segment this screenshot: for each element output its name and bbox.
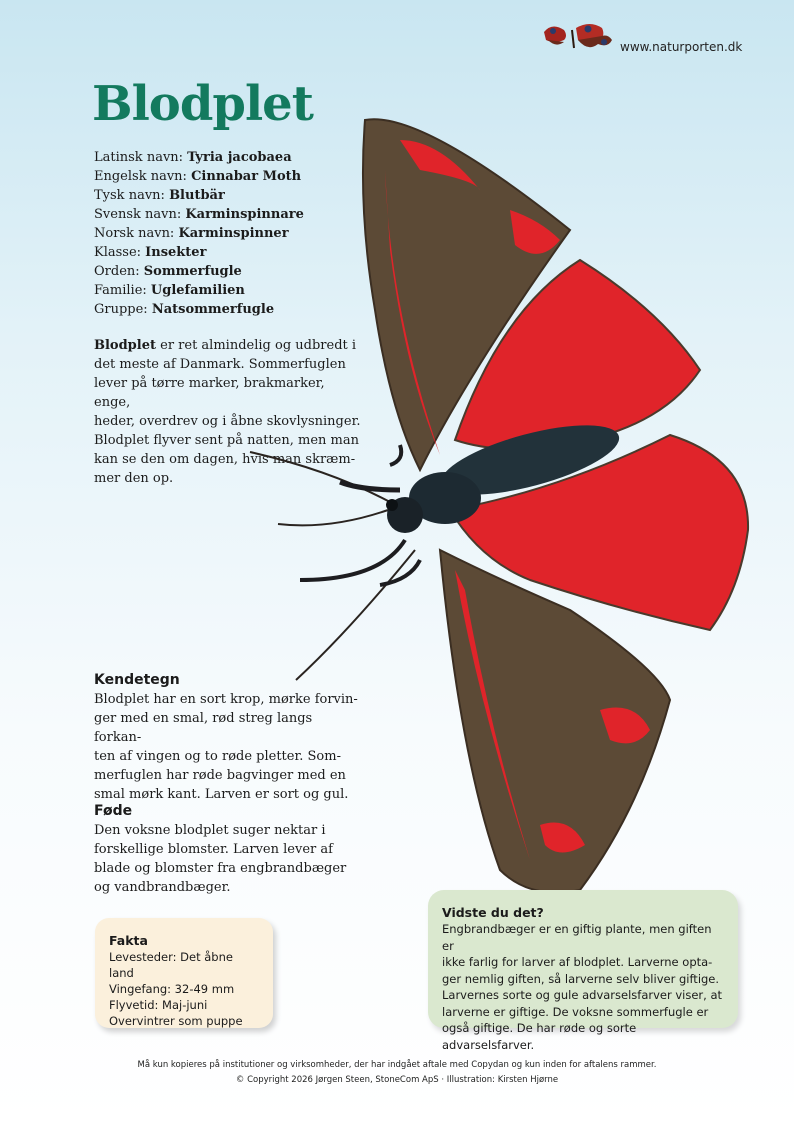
footer-copyright: © Copyright 2026 Jørgen Steen, StoneCom ApS · Illustration: Kirsten Hjørne <box>235 1075 559 1085</box>
name-row: Tysk navn: Blutbär <box>94 188 225 203</box>
vidste-du-det-box: Vidste du det? Engbrandbæger er en giftig plante, men giften er ikke farlig for larver af blodplet. Larverne opta- ger nemlig giften, så larverne selv bliver giftige. Larvernes sorte og gule advarselsfarver viser, at larverne er giftige. De voksne sommerfugle er også giftige. De har røde og sorte advarselsfarver. <box>428 890 738 1028</box>
page-title: Blodplet <box>92 76 313 132</box>
section-kendetegn: Kendetegn Blodplet har en sort krop, mørke forvin- ger med en smal, rød streg langs forkan- ten af vingen og to røde pletter. Som- merfuglen har røde bagvinger med en smal mørk kant. Larven er sort og gul. <box>94 671 362 804</box>
footer-license: Må kun kopieres på institutioner og virksomheder, der har indgået aftale med Copydan og kun inden for aftalens rammer. <box>137 1060 657 1070</box>
section-fode: Føde Den voksne blodplet suger nektar i forskellige blomster. Larven lever af blade og blomster fra engbrandbæger og vandbrandbæger. <box>94 802 362 897</box>
fakta-box: Fakta Levesteder: Det åbne land Vingefang: 32-49 mm Flyvetid: Maj-juni Overvintrer som puppe <box>95 918 273 1028</box>
name-row: Klasse: Insekter <box>94 245 207 260</box>
footer <box>0 1058 794 1088</box>
fakta-heading: Fakta <box>109 933 148 948</box>
section-heading: Føde <box>94 803 133 819</box>
name-row: Engelsk navn: Cinnabar Moth <box>94 169 302 184</box>
intro-paragraph: Blodplet er ret almindelig og udbredt i det meste af Danmark. Sommerfuglen lever på tørre marker, brakmarker, enge, heder, overdrev og i åbne skovlysninger. Blodplet flyver sent på natten, men man kan se den om dagen, hvis man skræm- mer den op. <box>94 338 361 486</box>
vidste-heading: Vidste du det? <box>442 905 544 920</box>
peacock-butterfly-icon <box>538 18 618 58</box>
name-row: Orden: Sommerfugle <box>94 264 242 279</box>
name-row: Latinsk navn: Tyria jacobaea <box>94 150 292 165</box>
name-row: Familie: Uglefamilien <box>94 283 245 298</box>
name-row: Svensk navn: Karminspinnare <box>94 207 304 222</box>
website-url[interactable]: www.naturporten.dk <box>620 40 743 54</box>
name-row: Gruppe: Natsommerfugle <box>94 302 275 317</box>
name-row: Norsk navn: Karminspinner <box>94 226 289 241</box>
section-heading: Kendetegn <box>94 672 180 688</box>
